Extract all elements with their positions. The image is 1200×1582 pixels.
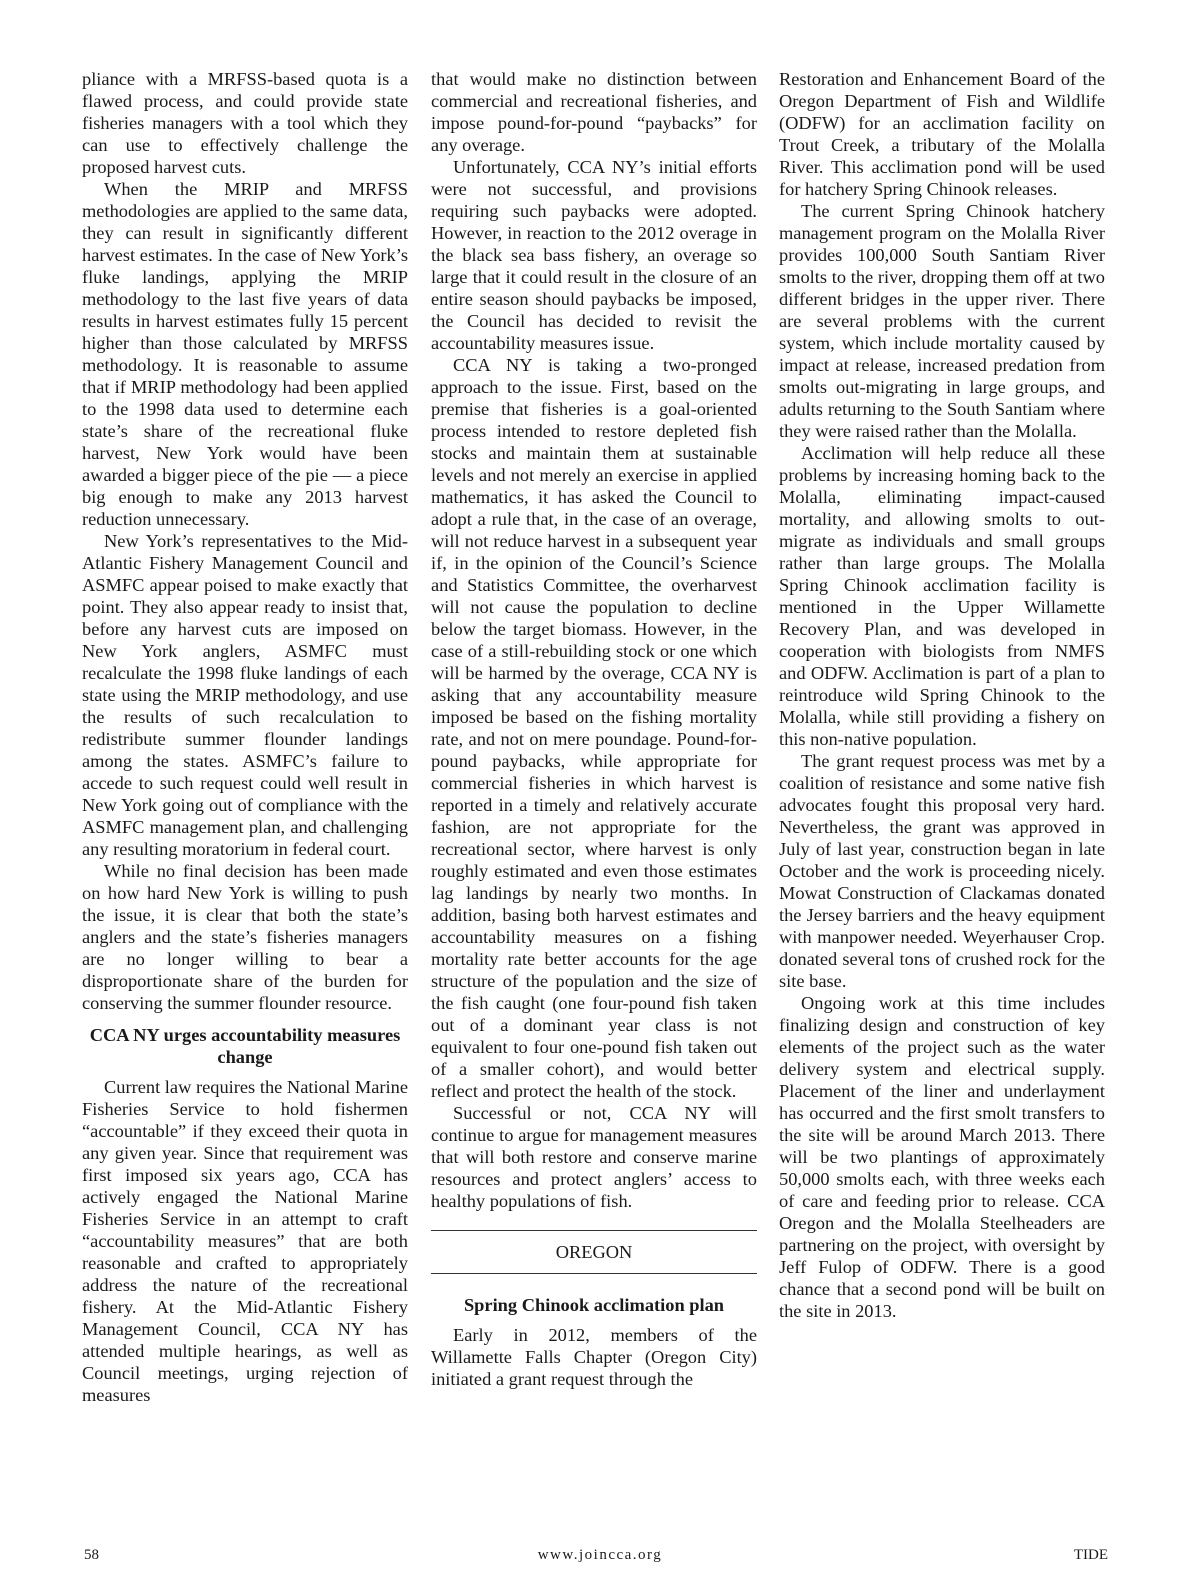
column-right xyxy=(779,68,1105,1322)
column-middle xyxy=(431,68,757,1390)
paragraph: pliance with a MRFSS-based quota is a flawed process, and could provide state fisheries managers with a tool which they can use to effectively challenge the proposed harvest cuts. xyxy=(82,69,408,177)
paragraph: While no final decision has been made on how hard New York is willing to push the issue, it is clear that both the state’s anglers and the state’s fisheries managers are no longer willing to bear a disproportionate share of the burden for conserving the summer flounder resource. xyxy=(82,861,408,1013)
paragraph: New York’s representatives to the Mid-Atlantic Fishery Management Council and ASMFC appear poised to make exactly that point. They also appear ready to insist that, before any harvest cuts are imposed on New York anglers, ASMFC must recalculate the 1998 fluke landings of each state using the MRIP methodology, and use the results of such recalculation to redistribute summer flounder landings among the states. ASMFC’s failure to accede to such request could well result in New York going out of compliance with the ASMFC management plan, and challenging any resulting moratorium in federal court. xyxy=(82,531,408,859)
paragraph: Early in 2012, members of the Willamette Falls Chapter (Oregon City) initiated a grant request through the xyxy=(431,1325,757,1389)
section-label-oregon: OREGON xyxy=(431,1230,757,1274)
page-number: 58 xyxy=(84,1547,99,1563)
paragraph: When the MRIP and MRFSS methodologies are applied to the same data, they can result in significantly different harvest estimates. In the case of New York’s fluke landings, applying the MRIP methodology to the last five years of data results in harvest estimates fully 15 percent higher than those calculated by MRFSS methodology. It is reasonable to assume that if MRIP methodology had been applied to the 1998 data used to determine each state’s share of the recreational fluke harvest, New York would have been awarded a bigger piece of the pie — a piece big enough to make any 2013 harvest reduction unnecessary. xyxy=(82,179,408,529)
paragraph: Acclimation will help reduce all these problems by increasing homing back to the Molalla, eliminating impact-caused mortality, and allowing smolts to out-migrate as individuals and small groups rather than large groups. The Molalla Spring Chinook acclimation facility is mentioned in the Upper Willamette Recovery Plan, and was developed in cooperation with biologists from NMFS and ODFW. Acclimation is part of a plan to reintroduce wild Spring Chinook to the Molalla, while still providing a fishery on this non-native population. xyxy=(779,443,1105,749)
paragraph: The current Spring Chinook hatchery management program on the Molalla River provides 100,000 South Santiam River smolts to the river, dropping them off at two different bridges in the upper river. There are several problems with the current system, which include mortality caused by impact at release, increased predation from smolts out-migrating in large groups, and adults returning to the South Santiam where they were raised rather than the Molalla. xyxy=(779,201,1105,441)
paragraph: CCA NY is taking a two-pronged approach to the issue. First, based on the premise that fisheries is a goal-oriented process intended to restore depleted fish stocks and maintain them at sustainable levels and not merely an exercise in applied mathematics, it has asked the Council to adopt a rule that, in the case of an overage, will not reduce harvest in a subsequent year if, in the opinion of the Council’s Science and Statistics Committee, the overharvest will not cause the population to decline below the target biomass. However, in the case of a still-rebuilding stock or one which will be harmed by the overage, CCA NY is asking that any accountability measure imposed be based on the fishing mortality rate, and not on mere poundage. Pound-for-pound paybacks, while appropriate for commercial fisheries in which harvest is reported in a timely and relatively accurate fashion, are not appropriate for the recreational sector, where harvest is only roughly estimated and even those estimates lag landings by nearly two months. In addition, basing both harvest estimates and accountability measures on a fishing mortality rate better accounts for the age structure of the population and the size of the fish caught (one four-pound fish taken out of a dominant year class is not equivalent to four one-pound fish taken out of a smaller cohort), and would better reflect and protect the health of the stock. xyxy=(431,355,757,1101)
paragraph: Successful or not, CCA NY will continue to argue for management measures that will both restore and conserve marine resources and protect anglers’ access to healthy populations of fish. xyxy=(431,1103,757,1211)
paragraph: Unfortunately, CCA NY’s initial efforts were not successful, and provisions requiring such paybacks were adopted. However, in reaction to the 2012 overage in the black sea bass fishery, an overage so large that it could result in the closure of an entire season should paybacks be imposed, the Council has decided to revisit the accountability measures issue. xyxy=(431,157,757,353)
paragraph: Restoration and Enhancement Board of the Oregon Department of Fish and Wildlife (ODFW) for an acclimation facility on Trout Creek, a tributary of the Molalla River. This acclimation pond will be used for hatchery Spring Chinook releases. xyxy=(779,69,1105,199)
paragraph: Current law requires the National Marine Fisheries Service to hold fishermen “accountable” if they exceed their quota in any given year. Since that requirement was first imposed six years ago, CCA has actively engaged the National Marine Fisheries Service in an attempt to craft “accountability measures” that are both reasonable and crafted to appropriately address the nature of the recreational fishery. At the Mid-Atlantic Fishery Management Council, CCA NY has attended multiple hearings, as well as Council meetings, urging rejection of measures xyxy=(82,1077,408,1405)
paragraph: that would make no distinction between commercial and recreational fisheries, and impose pound-for-pound “paybacks” for any overage. xyxy=(431,69,757,155)
publication-name: TIDE xyxy=(1073,1547,1108,1563)
subheading-accountability: CCA NY urges accountability measures change xyxy=(89,1025,401,1067)
paragraph: The grant request process was met by a coalition of resistance and some native fish advocates fought this proposal very hard. Nevertheless, the grant was approved in July of last year, construction began in late October and the work is proceeding nicely. Mowat Construction of Clackamas donated the Jersey barriers and the heavy equipment with manpower needed. Weyerhauser Crop. donated several tons of crushed rock for the site base. xyxy=(779,751,1105,991)
subheading-spring-chinook: Spring Chinook acclimation plan xyxy=(463,1295,725,1315)
column-left xyxy=(82,68,408,1406)
paragraph: Ongoing work at this time includes finalizing design and construction of key elements of the project such as the water delivery system and electrical supply. Placement of the liner and underlayment has occurred and the first smolt transfers to the site will be around March 2013. There will be two plantings of approximately 50,000 smolts each, with three weeks each of care and feeding prior to release. CCA Oregon and the Molalla Steelheaders are partnering on the project, with oversight by Jeff Fulop of ODFW. There is a good chance that a second pond will be built on the site in 2013. xyxy=(779,993,1105,1321)
footer-url[interactable]: www.joincca.org xyxy=(537,1547,663,1563)
